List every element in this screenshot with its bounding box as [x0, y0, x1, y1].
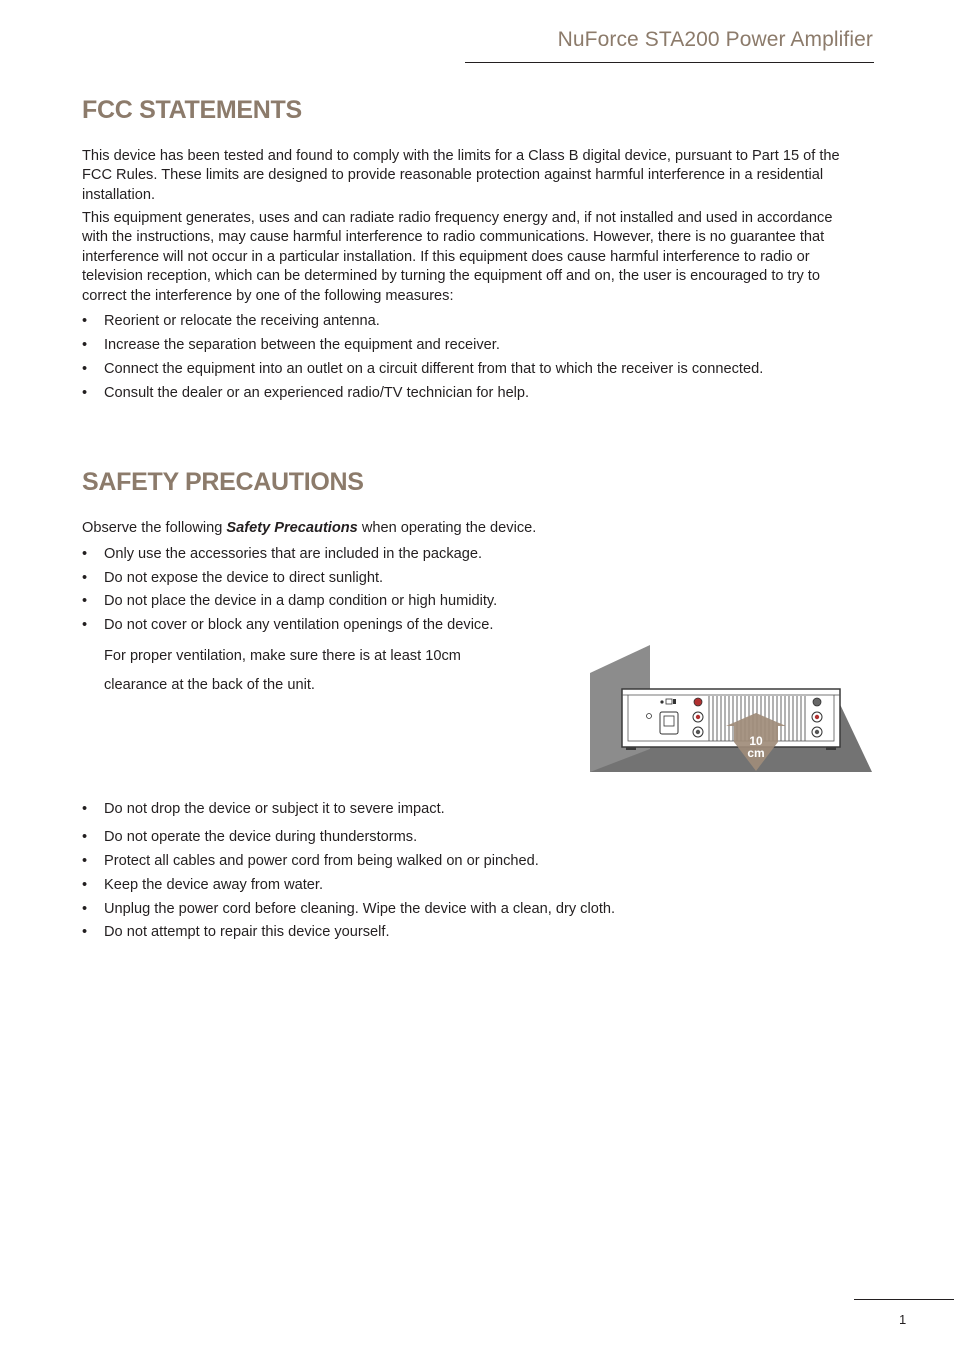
list-item: • Protect all cables and power cord from being walked on or pinched. [82, 853, 615, 877]
safety-list-b [82, 829, 615, 948]
safety-intro-after: when operating the device. [357, 520, 537, 536]
clearance-unit-label: cm [747, 746, 765, 760]
document-header-title: NuForce STA200 Power Amplifier [557, 28, 873, 51]
safety-intro [82, 519, 860, 538]
safety-heading: SAFETY PRECAUTIONS [82, 468, 364, 496]
list-item: • Keep the device away from water. [82, 877, 615, 901]
list-item: • Connect the equipment into an outlet on a circuit different from that to which the receiver is connected. [82, 361, 763, 385]
amplifier-rear-panel [622, 689, 840, 750]
list-item: • Do not cover or block any ventilation openings of the device. [82, 617, 497, 641]
list-item: • Consult the dealer or an experienced radio/TV technician for help. [82, 385, 763, 409]
clearance-value-label: 10 [749, 734, 763, 748]
header-divider [465, 62, 874, 63]
list-item: • Unplug the power cord before cleaning. Wipe the device with a clean, dry cloth. [82, 901, 615, 924]
fcc-measures-list [82, 313, 763, 409]
ventilation-clearance-diagram [588, 643, 874, 775]
safety-intro-before: Observe the following [82, 520, 227, 536]
list-item: • Increase the separation between the equipment and receiver. [82, 337, 763, 361]
list-item: • Do not attempt to repair this device yourself. [82, 924, 615, 948]
ventilation-note-line-2: clearance at the back of the unit. [104, 677, 315, 693]
list-item: • Do not expose the device to direct sunlight. [82, 570, 497, 593]
safety-list-b-first [82, 801, 445, 825]
list-item: • Do not operate the device during thunderstorms. [82, 829, 615, 853]
list-item: • Do not drop the device or subject it to severe impact. [82, 801, 445, 825]
ventilation-note-line-1: For proper ventilation, make sure there is at least 10cm [104, 648, 461, 664]
fcc-heading: FCC STATEMENTS [82, 96, 302, 124]
safety-list-a [82, 546, 497, 641]
list-item: • Reorient or relocate the receiving antenna. [82, 313, 763, 337]
fcc-paragraph-2: This equipment generates, uses and can radiate radio frequency energy and, if not installed and used in accordance with the instructions, may cause harmful interference to radio communications. However, there is no guarantee that interference will not occur in a particular installation. If this equipment does cause harmful interference to radio or television reception, which can be determined by turning the equipment off and on, the user is encouraged to try to correct the interference by one of the following measures: [82, 210, 833, 304]
page-number: 1 [899, 1312, 907, 1327]
footer-divider [854, 1299, 954, 1300]
list-item: • Only use the accessories that are included in the package. [82, 546, 497, 570]
list-item: • Do not place the device in a damp condition or high humidity. [82, 593, 497, 617]
safety-intro-emphasis: Safety Precautions [226, 520, 358, 536]
fcc-paragraph-1: This device has been tested and found to comply with the limits for a Class B digital device, pursuant to Part 15 of the FCC Rules. These limits are designed to provide reasonable protection against harmful interference in a residential installation. [82, 148, 840, 203]
